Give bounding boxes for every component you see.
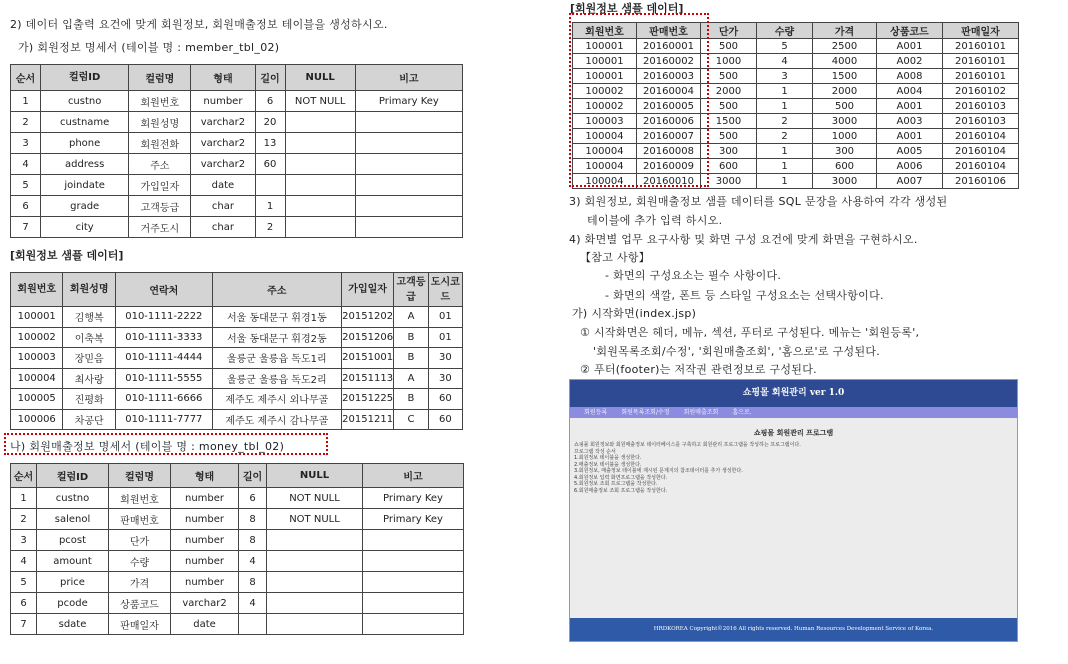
section-line: 6.회원매출정보 조회 프로그램을 작성한다. xyxy=(574,487,668,494)
column-header: 순서 xyxy=(11,464,37,488)
menu-item-sales: 회원매출조회 xyxy=(683,409,719,416)
table-cell: 7 xyxy=(11,614,37,635)
table-cell: 가격 xyxy=(109,572,171,593)
table-cell: B xyxy=(394,327,428,348)
table-header-row xyxy=(11,273,463,307)
column-header: 형태 xyxy=(191,65,255,91)
table-cell: 판매번호 xyxy=(109,509,171,530)
table-cell: A003 xyxy=(877,114,943,129)
table-cell: 1000 xyxy=(813,129,877,144)
table-cell: 6 xyxy=(239,488,267,509)
table-row xyxy=(11,509,464,530)
menu-item-home: 홈으로. xyxy=(732,409,752,416)
table-cell: A002 xyxy=(877,54,943,69)
column-header: 컬럼명 xyxy=(109,464,171,488)
table-cell: 20160007 xyxy=(637,129,701,144)
table-cell: 20151206 xyxy=(341,327,393,348)
table-cell: 2 xyxy=(757,114,813,129)
table-cell: 5 xyxy=(757,39,813,54)
table-cell: 4 xyxy=(11,551,37,572)
table-cell: 60 xyxy=(255,154,285,175)
table-cell: B xyxy=(394,389,428,410)
table-cell: number xyxy=(171,530,239,551)
table-cell: 3000 xyxy=(701,174,757,189)
table-header-row xyxy=(11,464,464,488)
table-cell xyxy=(267,530,363,551)
member-spec-caption: 가) 회원정보 명세서 (테이블 명 : member_tbl_02) xyxy=(18,41,280,54)
table-cell: 100003 xyxy=(11,348,63,369)
table-cell: char xyxy=(191,196,255,217)
table-cell: 20160008 xyxy=(637,144,701,159)
table-cell: varchar2 xyxy=(191,112,255,133)
table-cell: 8 xyxy=(239,530,267,551)
table-cell: pcode xyxy=(37,593,109,614)
member-spec-table xyxy=(10,64,463,238)
table-cell: NOT NULL xyxy=(267,488,363,509)
table-cell xyxy=(363,530,464,551)
table-cell: date xyxy=(171,614,239,635)
table-cell: 3000 xyxy=(813,114,877,129)
table-cell: 고객등급 xyxy=(129,196,191,217)
column-header: 상품코드 xyxy=(877,23,943,39)
column-header: 길이 xyxy=(255,65,285,91)
screenshot-footer: HRDKOREA Copyright©2016 All rights reserved. Human Resources Development Service of Korea. xyxy=(570,618,1017,641)
section-line: 4.회원정보 입력 화면프로그램을 작성한다. xyxy=(574,474,668,481)
table-row xyxy=(11,530,464,551)
table-cell: varchar2 xyxy=(191,154,255,175)
table-cell: 회원번호 xyxy=(129,91,191,112)
table-cell: 010-1111-2222 xyxy=(115,307,212,328)
table-cell: A xyxy=(394,368,428,389)
table-cell: 단가 xyxy=(109,530,171,551)
table-cell xyxy=(285,175,355,196)
table-cell: 거주도시 xyxy=(129,217,191,238)
table-cell: 2 xyxy=(11,112,41,133)
table-cell: 20160102 xyxy=(943,84,1019,99)
table-cell: 3 xyxy=(11,530,37,551)
table-cell: 600 xyxy=(813,159,877,174)
table-cell: city xyxy=(41,217,129,238)
column-header: 고객등급 xyxy=(394,273,428,307)
table-cell: B xyxy=(394,348,428,369)
table-cell: 20160103 xyxy=(943,114,1019,129)
table-row xyxy=(11,389,463,410)
table-cell: 서울 동대문구 휘경1동 xyxy=(212,307,341,328)
table-cell: 8 xyxy=(239,572,267,593)
table-cell: 진평화 xyxy=(63,389,115,410)
table-cell: 20160003 xyxy=(637,69,701,84)
table-cell: number xyxy=(171,509,239,530)
table-cell xyxy=(363,551,464,572)
table-cell: 4000 xyxy=(813,54,877,69)
table-cell: custno xyxy=(37,488,109,509)
table-cell: 1 xyxy=(757,84,813,99)
table-cell: 1500 xyxy=(813,69,877,84)
table-cell: A001 xyxy=(877,39,943,54)
table-cell: 100001 xyxy=(573,54,637,69)
column-header: 길이 xyxy=(239,464,267,488)
table-cell: 판매일자 xyxy=(109,614,171,635)
column-header: 회원성명 xyxy=(63,273,115,307)
table-cell: 1 xyxy=(757,144,813,159)
table-cell: A xyxy=(394,307,428,328)
table-cell: 회원성명 xyxy=(129,112,191,133)
table-cell: 20151113 xyxy=(341,368,393,389)
table-cell: date xyxy=(191,175,255,196)
table-cell: 4 xyxy=(239,593,267,614)
table-cell: 1 xyxy=(757,99,813,114)
table-cell: C xyxy=(394,409,428,430)
table-cell: Primary Key xyxy=(355,91,462,112)
table-cell: 100004 xyxy=(573,174,637,189)
table-row xyxy=(11,368,463,389)
table-cell xyxy=(355,154,462,175)
table-cell: A004 xyxy=(877,84,943,99)
table-cell: 20160101 xyxy=(943,54,1019,69)
table-cell: 20160106 xyxy=(943,174,1019,189)
column-header: 순서 xyxy=(11,65,41,91)
table-cell: 4 xyxy=(11,154,41,175)
table-cell: 20160103 xyxy=(943,99,1019,114)
table-cell: 100002 xyxy=(11,327,63,348)
table-cell: 600 xyxy=(701,159,757,174)
table-row xyxy=(11,327,463,348)
table-header-row xyxy=(11,65,463,91)
table-cell: 가입일자 xyxy=(129,175,191,196)
table-cell: 13 xyxy=(255,133,285,154)
table-cell: 100001 xyxy=(573,39,637,54)
screenshot-header: 쇼핑몰 회원관리 ver 1.0 xyxy=(570,380,1017,407)
ref-item-1: - 화면의 구성요소는 필수 사항이다. xyxy=(605,269,782,282)
money-spec-table xyxy=(10,463,464,635)
table-cell: A007 xyxy=(877,174,943,189)
table-cell: 01 xyxy=(428,327,462,348)
table-cell: 제주도 제주시 감나무골 xyxy=(212,409,341,430)
table-cell: Primary Key xyxy=(363,488,464,509)
table-cell: 500 xyxy=(701,39,757,54)
table-cell xyxy=(355,217,462,238)
table-cell: A001 xyxy=(877,99,943,114)
table-cell: 7 xyxy=(11,217,41,238)
table-cell: 100001 xyxy=(11,307,63,328)
table-row xyxy=(11,175,463,196)
table-cell: 6 xyxy=(11,196,41,217)
column-header: 수량 xyxy=(757,23,813,39)
table-cell: 500 xyxy=(813,99,877,114)
table-cell: phone xyxy=(41,133,129,154)
screenshot-section-title: 쇼핑몰 회원관리 프로그램 xyxy=(753,429,834,437)
column-header: 가입일자 xyxy=(341,273,393,307)
table-cell: price xyxy=(37,572,109,593)
table-cell: address xyxy=(41,154,129,175)
condition-1b: '회원목록조회/수정', '회원매출조회', '홈으로'로 구성된다. xyxy=(593,345,881,358)
table-cell: custname xyxy=(41,112,129,133)
table-row xyxy=(11,593,464,614)
table-cell: 최사랑 xyxy=(63,368,115,389)
table-cell: Primary Key xyxy=(363,509,464,530)
table-cell: 1500 xyxy=(701,114,757,129)
table-cell: 500 xyxy=(701,69,757,84)
table-cell xyxy=(255,175,285,196)
money-sample-title: [회원정보 샘플 데이터] xyxy=(570,2,684,15)
table-cell: 차공단 xyxy=(63,409,115,430)
table-cell: 500 xyxy=(701,99,757,114)
section-line: 3.회원정보, 매출정보 테이블에 제시된 문제지의 참조데이터를 추가 생성한다. xyxy=(574,468,743,474)
column-header: 단가 xyxy=(701,23,757,39)
column-header: 회원번호 xyxy=(11,273,63,307)
member-sample-title: [회원정보 샘플 데이터] xyxy=(10,249,124,262)
table-cell: 20160006 xyxy=(637,114,701,129)
table-row xyxy=(11,572,464,593)
table-cell: number xyxy=(171,488,239,509)
table-cell: A008 xyxy=(877,69,943,84)
table-cell: 300 xyxy=(813,144,877,159)
column-header: 판매일자 xyxy=(943,23,1019,39)
table-cell: 30 xyxy=(428,348,462,369)
table-cell: 60 xyxy=(428,409,462,430)
table-cell: A005 xyxy=(877,144,943,159)
table-cell: 010-1111-5555 xyxy=(115,368,212,389)
table-cell xyxy=(363,572,464,593)
table-cell: 300 xyxy=(701,144,757,159)
table-cell: 주소 xyxy=(129,154,191,175)
section-line: 1.회원정보 테이블을 생성한다. xyxy=(574,455,642,461)
table-row xyxy=(11,91,463,112)
column-header: NULL xyxy=(285,65,355,91)
table-cell xyxy=(363,614,464,635)
table-row xyxy=(11,551,464,572)
condition-2: ② 푸터(footer)는 저작권 관련정보로 구성된다. xyxy=(580,363,817,376)
table-cell: 2000 xyxy=(813,84,877,99)
table-row xyxy=(11,133,463,154)
menu-item-list: 회원목록조회/수정 xyxy=(621,409,670,416)
table-row xyxy=(11,217,463,238)
table-cell: 상품코드 xyxy=(109,593,171,614)
table-cell: NOT NULL xyxy=(267,509,363,530)
table-cell xyxy=(285,217,355,238)
column-header: 도시코드 xyxy=(428,273,462,307)
table-cell: 6 xyxy=(11,593,37,614)
table-cell: 500 xyxy=(701,129,757,144)
table-cell: 5 xyxy=(11,572,37,593)
column-header: 컬럼ID xyxy=(41,65,129,91)
table-cell: 60 xyxy=(428,389,462,410)
table-cell: 100006 xyxy=(11,409,63,430)
table-cell: 1 xyxy=(757,174,813,189)
column-header: 가격 xyxy=(813,23,877,39)
table-cell: 5 xyxy=(11,175,41,196)
table-cell: number xyxy=(191,91,255,112)
table-cell xyxy=(285,154,355,175)
table-cell: 김행복 xyxy=(63,307,115,328)
table-cell xyxy=(267,614,363,635)
table-cell: 20160101 xyxy=(943,69,1019,84)
table-cell xyxy=(285,196,355,217)
table-cell: joindate xyxy=(41,175,129,196)
table-cell: 010-1111-4444 xyxy=(115,348,212,369)
table-cell xyxy=(355,112,462,133)
table-cell: 울릉군 울릉읍 독도2리 xyxy=(212,368,341,389)
column-header: 컬럼명 xyxy=(129,65,191,91)
column-header: 형태 xyxy=(171,464,239,488)
table-cell: 20160002 xyxy=(637,54,701,69)
table-cell: 100004 xyxy=(11,368,63,389)
table-row xyxy=(11,307,463,328)
table-cell: grade xyxy=(41,196,129,217)
table-cell: 100004 xyxy=(573,159,637,174)
table-cell: 010-1111-7777 xyxy=(115,409,212,430)
table-cell: A001 xyxy=(877,129,943,144)
table-cell: 3000 xyxy=(813,174,877,189)
index-screenshot xyxy=(569,379,1018,642)
table-cell: 2 xyxy=(255,217,285,238)
table-cell: 1 xyxy=(255,196,285,217)
table-cell: 30 xyxy=(428,368,462,389)
table-cell: 2 xyxy=(757,129,813,144)
table-cell: 2 xyxy=(11,509,37,530)
question-3a: 3) 회원정보, 회원매출정보 샘플 데이터를 SQL 문장을 사용하여 각각 생성된 xyxy=(569,195,948,208)
table-cell: 100004 xyxy=(573,144,637,159)
section-line: 프로그램 작성 순서 xyxy=(574,448,616,455)
table-row xyxy=(11,112,463,133)
table-cell: 010-1111-3333 xyxy=(115,327,212,348)
table-row xyxy=(11,488,464,509)
table-cell: 20151211 xyxy=(341,409,393,430)
table-row xyxy=(11,614,464,635)
member-sample-table xyxy=(10,272,463,430)
table-cell: 01 xyxy=(428,307,462,328)
table-cell: 20160104 xyxy=(943,159,1019,174)
column-header: 컬럼ID xyxy=(37,464,109,488)
table-cell: 3 xyxy=(757,69,813,84)
column-header: 연락처 xyxy=(115,273,212,307)
table-cell: 6 xyxy=(255,91,285,112)
table-cell: 제주도 제주시 외나무골 xyxy=(212,389,341,410)
column-header: 비고 xyxy=(355,65,462,91)
table-cell: 2000 xyxy=(701,84,757,99)
table-cell: 1 xyxy=(11,91,41,112)
table-cell: 100003 xyxy=(573,114,637,129)
table-row xyxy=(11,409,463,430)
table-cell: A006 xyxy=(877,159,943,174)
table-cell: 20151225 xyxy=(341,389,393,410)
table-cell: 1000 xyxy=(701,54,757,69)
table-cell: 100001 xyxy=(573,69,637,84)
table-cell: 100005 xyxy=(11,389,63,410)
table-cell xyxy=(267,572,363,593)
table-cell: 100004 xyxy=(573,129,637,144)
table-cell: sdate xyxy=(37,614,109,635)
condition-1a: ① 시작화면은 헤더, 메뉴, 섹션, 푸터로 구성된다. 메뉴는 '회원등록', xyxy=(580,326,920,339)
column-header: 주소 xyxy=(212,273,341,307)
table-cell: 100002 xyxy=(573,99,637,114)
table-cell: 장믿음 xyxy=(63,348,115,369)
table-cell xyxy=(355,196,462,217)
table-cell: number xyxy=(171,551,239,572)
table-cell: 20160009 xyxy=(637,159,701,174)
table-cell: 20151001 xyxy=(341,348,393,369)
question-3b: 테이블에 추가 입력 하시오. xyxy=(587,214,723,227)
table-cell: 20151202 xyxy=(341,307,393,328)
table-cell xyxy=(267,551,363,572)
table-cell: NOT NULL xyxy=(285,91,355,112)
table-cell: 20160001 xyxy=(637,39,701,54)
section-line: 5.회원정보 조회 프로그램을 작성한다. xyxy=(574,481,658,487)
table-cell: 이축복 xyxy=(63,327,115,348)
table-cell: 1 xyxy=(757,159,813,174)
question-4: 4) 화면별 업무 요구사항 및 화면 구성 요건에 맞게 화면을 구현하시오. xyxy=(569,233,918,246)
table-cell: 20160010 xyxy=(637,174,701,189)
table-cell: pcost xyxy=(37,530,109,551)
column-header: NULL xyxy=(267,464,363,488)
table-cell: 20 xyxy=(255,112,285,133)
table-cell: 회원전화 xyxy=(129,133,191,154)
table-cell: custno xyxy=(41,91,129,112)
money-spec-caption: 나) 회원매출정보 명세서 (테이블 명 : money_tbl_02) xyxy=(10,440,285,453)
highlight-box xyxy=(569,13,709,187)
column-header: 판매번호 xyxy=(637,23,701,39)
table-cell: 100002 xyxy=(573,84,637,99)
table-cell: number xyxy=(171,572,239,593)
menu-item-register: 회원등록 xyxy=(584,409,608,416)
table-cell: salenol xyxy=(37,509,109,530)
column-header: 회원번호 xyxy=(573,23,637,39)
table-cell: 20160101 xyxy=(943,39,1019,54)
screenshot-menu xyxy=(570,407,1017,418)
section-line: 쇼핑몰 회원정보와 회원매출정보 데이터베이스를 구축하고 회원관리 프로그램을 작성하는 프로그램이다. xyxy=(574,442,801,448)
table-cell: 20160104 xyxy=(943,144,1019,159)
table-cell xyxy=(285,112,355,133)
table-cell: 20160004 xyxy=(637,84,701,99)
table-cell xyxy=(355,133,462,154)
table-cell: 2500 xyxy=(813,39,877,54)
table-cell: 회원번호 xyxy=(109,488,171,509)
ref-title: 【참고 사항】 xyxy=(580,251,651,264)
table-cell: varchar2 xyxy=(191,133,255,154)
table-cell: 010-1111-6666 xyxy=(115,389,212,410)
table-row xyxy=(11,196,463,217)
table-cell: char xyxy=(191,217,255,238)
table-cell: 수량 xyxy=(109,551,171,572)
table-row xyxy=(11,154,463,175)
screenshot-section-body xyxy=(570,442,1017,494)
table-cell xyxy=(363,593,464,614)
column-header: 비고 xyxy=(363,464,464,488)
table-cell: 4 xyxy=(757,54,813,69)
question-2: 2) 데이터 입출력 요건에 맞게 회원정보, 회원매출정보 테이블을 생성하시오. xyxy=(10,18,388,31)
table-cell xyxy=(355,175,462,196)
table-cell: 20160005 xyxy=(637,99,701,114)
start-screen-caption: 가) 시작화면(index.jsp) xyxy=(572,307,697,320)
ref-item-2: - 화면의 색깔, 폰트 등 스타일 구성요소는 선택사항이다. xyxy=(605,289,884,302)
table-cell: 4 xyxy=(239,551,267,572)
table-cell: varchar2 xyxy=(171,593,239,614)
table-cell xyxy=(239,614,267,635)
table-cell: amount xyxy=(37,551,109,572)
table-cell: 서울 동대문구 휘경2동 xyxy=(212,327,341,348)
table-cell: 울릉군 울릉읍 독도1리 xyxy=(212,348,341,369)
table-cell: 20160104 xyxy=(943,129,1019,144)
table-row xyxy=(11,348,463,369)
table-cell: 1 xyxy=(11,488,37,509)
table-cell: 3 xyxy=(11,133,41,154)
section-line: 2.매출정보 테이블을 생성한다. xyxy=(574,461,642,468)
table-cell: 8 xyxy=(239,509,267,530)
table-cell xyxy=(267,593,363,614)
table-cell xyxy=(285,133,355,154)
